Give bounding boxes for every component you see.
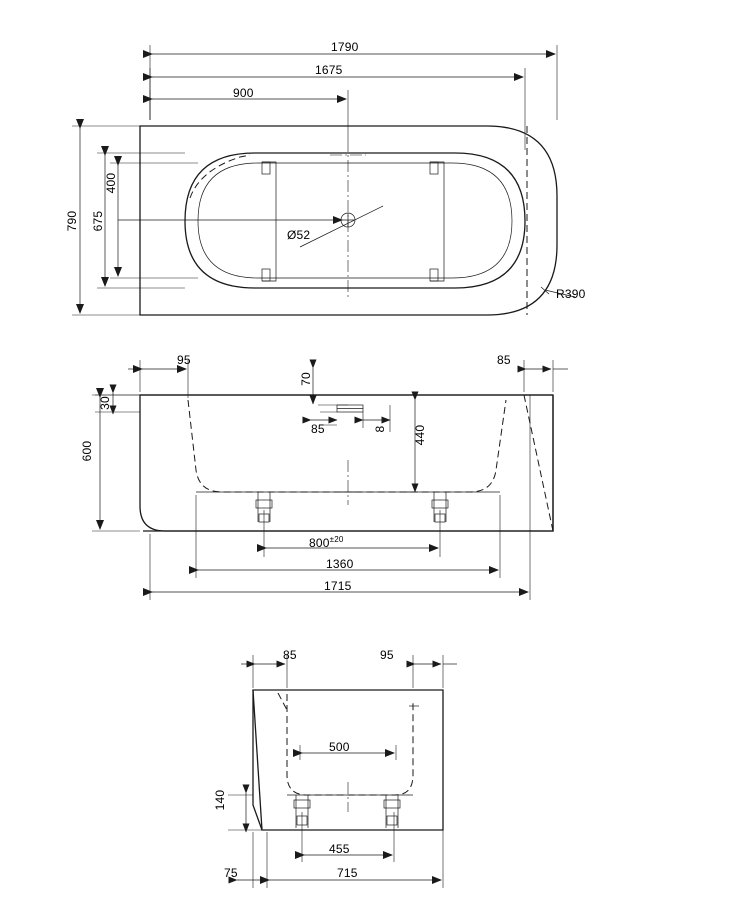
dim-r390: R390 xyxy=(556,287,586,301)
dim-790: 790 xyxy=(65,210,79,232)
dim-800 xyxy=(309,535,344,550)
dim-1715: 1715 xyxy=(324,579,352,593)
side-view-geometry xyxy=(253,690,443,830)
dim-440: 440 xyxy=(413,424,427,446)
dim-85-overflow: 85 xyxy=(311,422,325,436)
dim-diameter-52: Ø52 xyxy=(287,228,311,242)
dim-140: 140 xyxy=(213,789,227,811)
dim-95-front: 95 xyxy=(177,353,191,367)
dim-500: 500 xyxy=(329,740,350,754)
dim-800-tolerance: ±20 xyxy=(329,535,344,544)
dim-715: 715 xyxy=(337,866,358,880)
dim-30: 30 xyxy=(98,396,112,410)
top-view-geometry xyxy=(140,126,557,315)
dim-95-side: 95 xyxy=(380,648,394,662)
dim-1360: 1360 xyxy=(326,557,354,571)
dim-1790: 1790 xyxy=(331,40,359,54)
dim-70: 70 xyxy=(299,372,313,386)
dim-8: 8 xyxy=(373,425,387,433)
dim-455: 455 xyxy=(329,842,350,856)
dim-85-front-right: 85 xyxy=(497,353,511,367)
front-view-geometry xyxy=(140,395,553,531)
dim-400: 400 xyxy=(104,172,118,194)
dim-800-value: 800 xyxy=(309,536,330,550)
dim-900: 900 xyxy=(233,86,254,100)
dim-675: 675 xyxy=(91,210,105,232)
dim-600: 600 xyxy=(80,440,94,462)
dim-1675: 1675 xyxy=(315,63,343,77)
dim-85-side: 85 xyxy=(283,648,297,662)
dim-75: 75 xyxy=(224,866,238,880)
